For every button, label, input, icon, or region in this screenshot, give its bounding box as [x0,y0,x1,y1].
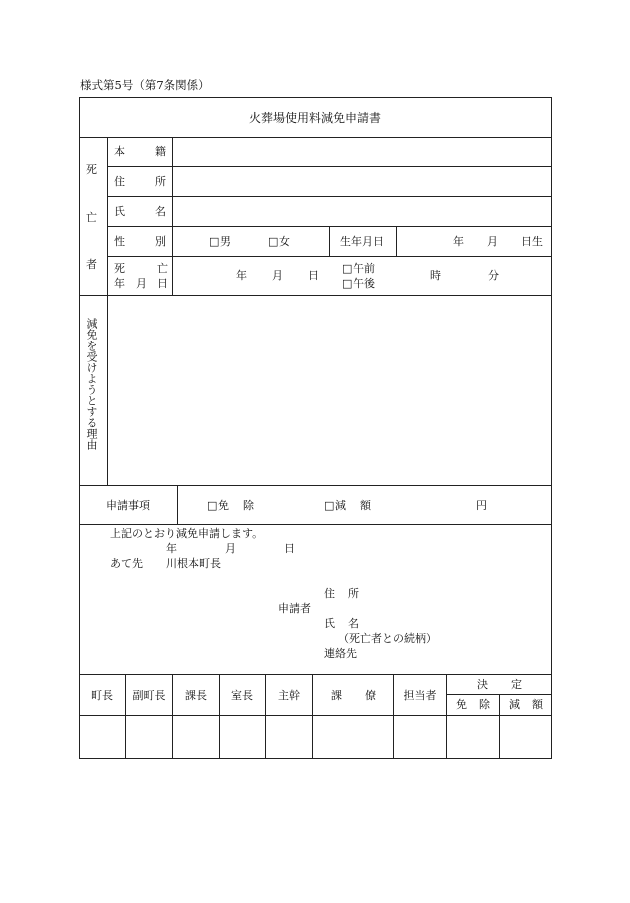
decision-exempt-a: 免 [456,698,467,711]
approval-vice-mayor: 副町長 [132,689,166,702]
death-day-unit: 日 [308,269,319,282]
sex-label-a: 性 [114,235,125,248]
applicant-label: 申請者 [278,602,311,615]
rule [177,485,178,524]
frame-bottom [79,758,552,759]
approval-in-charge: 担当者 [403,689,437,702]
death-year-unit: 年 [236,269,247,282]
exempt-label-b: 除 [243,499,254,512]
rule [79,524,552,525]
decision-label-a: 決 [477,678,488,691]
birthdate-label: 生年月日 [340,235,384,248]
rule [107,256,552,257]
frame-left [79,97,80,759]
address-field[interactable] [173,167,551,196]
death-month-unit: 月 [272,269,283,282]
am-label: 午前 [353,262,375,275]
reduce-checkbox[interactable]: □ [324,499,335,512]
birth-year-unit: 年 [453,235,464,248]
birth-month-unit: 月 [487,235,498,248]
honseki-label-b: 籍 [155,145,166,158]
sex-label-b: 別 [155,235,166,248]
form-title: 火葬場使用料減免申請書 [248,111,382,125]
decision-reduce-a: 減 [509,698,520,711]
rule [329,226,330,256]
name-label-a: 氏 [114,205,125,218]
name-label-b: 名 [155,205,166,218]
death-date-label-1a: 死 [114,262,125,275]
address-label-b: 所 [155,175,166,188]
stamp-cell-vice-mayor[interactable] [126,716,172,758]
stamp-cell-in-charge[interactable] [394,716,446,758]
applicant-address-label-a: 住 [324,587,335,600]
death-date-label-1b: 亡 [157,262,168,275]
death-date-label-2c: 日 [157,277,168,290]
stamp-cell-chief-staff[interactable] [266,716,312,758]
applicant-name-label-b: 名 [348,617,359,630]
death-minute-unit: 分 [488,269,499,282]
approval-mayor: 町長 [91,689,113,702]
name-field[interactable] [173,197,551,226]
contact-label: 連絡先 [324,647,357,660]
deceased-label-2: 亡 [86,211,97,224]
approval-chief-staff: 主幹 [278,689,300,702]
date-month-unit: 月 [225,542,236,555]
frame-top [79,97,552,98]
applicant-name-label-a: 氏 [324,617,335,630]
approval-section-chief: 課長 [185,689,207,702]
exempt-label-a: 免 [218,499,229,512]
date-day-unit: 日 [284,542,295,555]
reduce-label-b: 額 [360,499,371,512]
death-date-label-2b: 月 [136,277,147,290]
stamp-cell-staff[interactable] [313,716,393,758]
pm-checkbox[interactable]: □ [342,277,353,290]
addressee-value: 川根本町長 [166,557,221,570]
deceased-label-3: 者 [86,258,97,271]
death-hour-unit: 時 [430,269,441,282]
form-reference: 様式第5号（第7条関係） [80,78,210,92]
honseki-field[interactable] [173,138,551,166]
rule [396,226,397,256]
female-checkbox[interactable]: □ [268,235,279,248]
am-checkbox[interactable]: □ [342,262,353,275]
rule [79,674,552,675]
approval-staff-b: 僚 [365,689,376,702]
reduce-label-a: 減 [335,499,346,512]
approval-office-chief: 室長 [231,689,253,702]
relation-label: （死亡者との続柄） [338,632,437,645]
reason-field[interactable] [108,296,551,485]
honseki-label-a: 本 [114,145,125,158]
yen-unit: 円 [476,499,487,512]
pm-label: 午後 [353,277,375,290]
declaration-text: 上記のとおり減免申請します。 [110,527,264,540]
stamp-cell-exempt[interactable] [447,716,499,758]
stamp-cell-section-chief[interactable] [173,716,219,758]
female-label: 女 [279,235,290,248]
stamp-cell-office-chief[interactable] [220,716,265,758]
birth-day-unit: 日生 [521,235,543,248]
addressee-label: あて先 [110,557,143,570]
male-label: 男 [220,235,231,248]
stamp-cell-mayor[interactable] [80,716,125,758]
exempt-checkbox[interactable]: □ [207,499,218,512]
address-label-a: 住 [114,175,125,188]
reason-label: 減免を受けようとする理由 [85,318,98,450]
deceased-label-1: 死 [86,163,97,176]
rule [79,485,552,486]
approval-staff-a: 課 [331,689,342,702]
decision-exempt-b: 除 [479,698,490,711]
decision-reduce-b: 額 [532,698,543,711]
male-checkbox[interactable]: □ [209,235,220,248]
applicant-address-label-b: 所 [348,587,359,600]
request-label: 申請事項 [106,499,150,512]
death-date-label-2a: 年 [114,277,125,290]
stamp-cell-reduce[interactable] [500,716,551,758]
decision-label-b: 定 [511,678,522,691]
date-year-unit: 年 [166,542,177,555]
